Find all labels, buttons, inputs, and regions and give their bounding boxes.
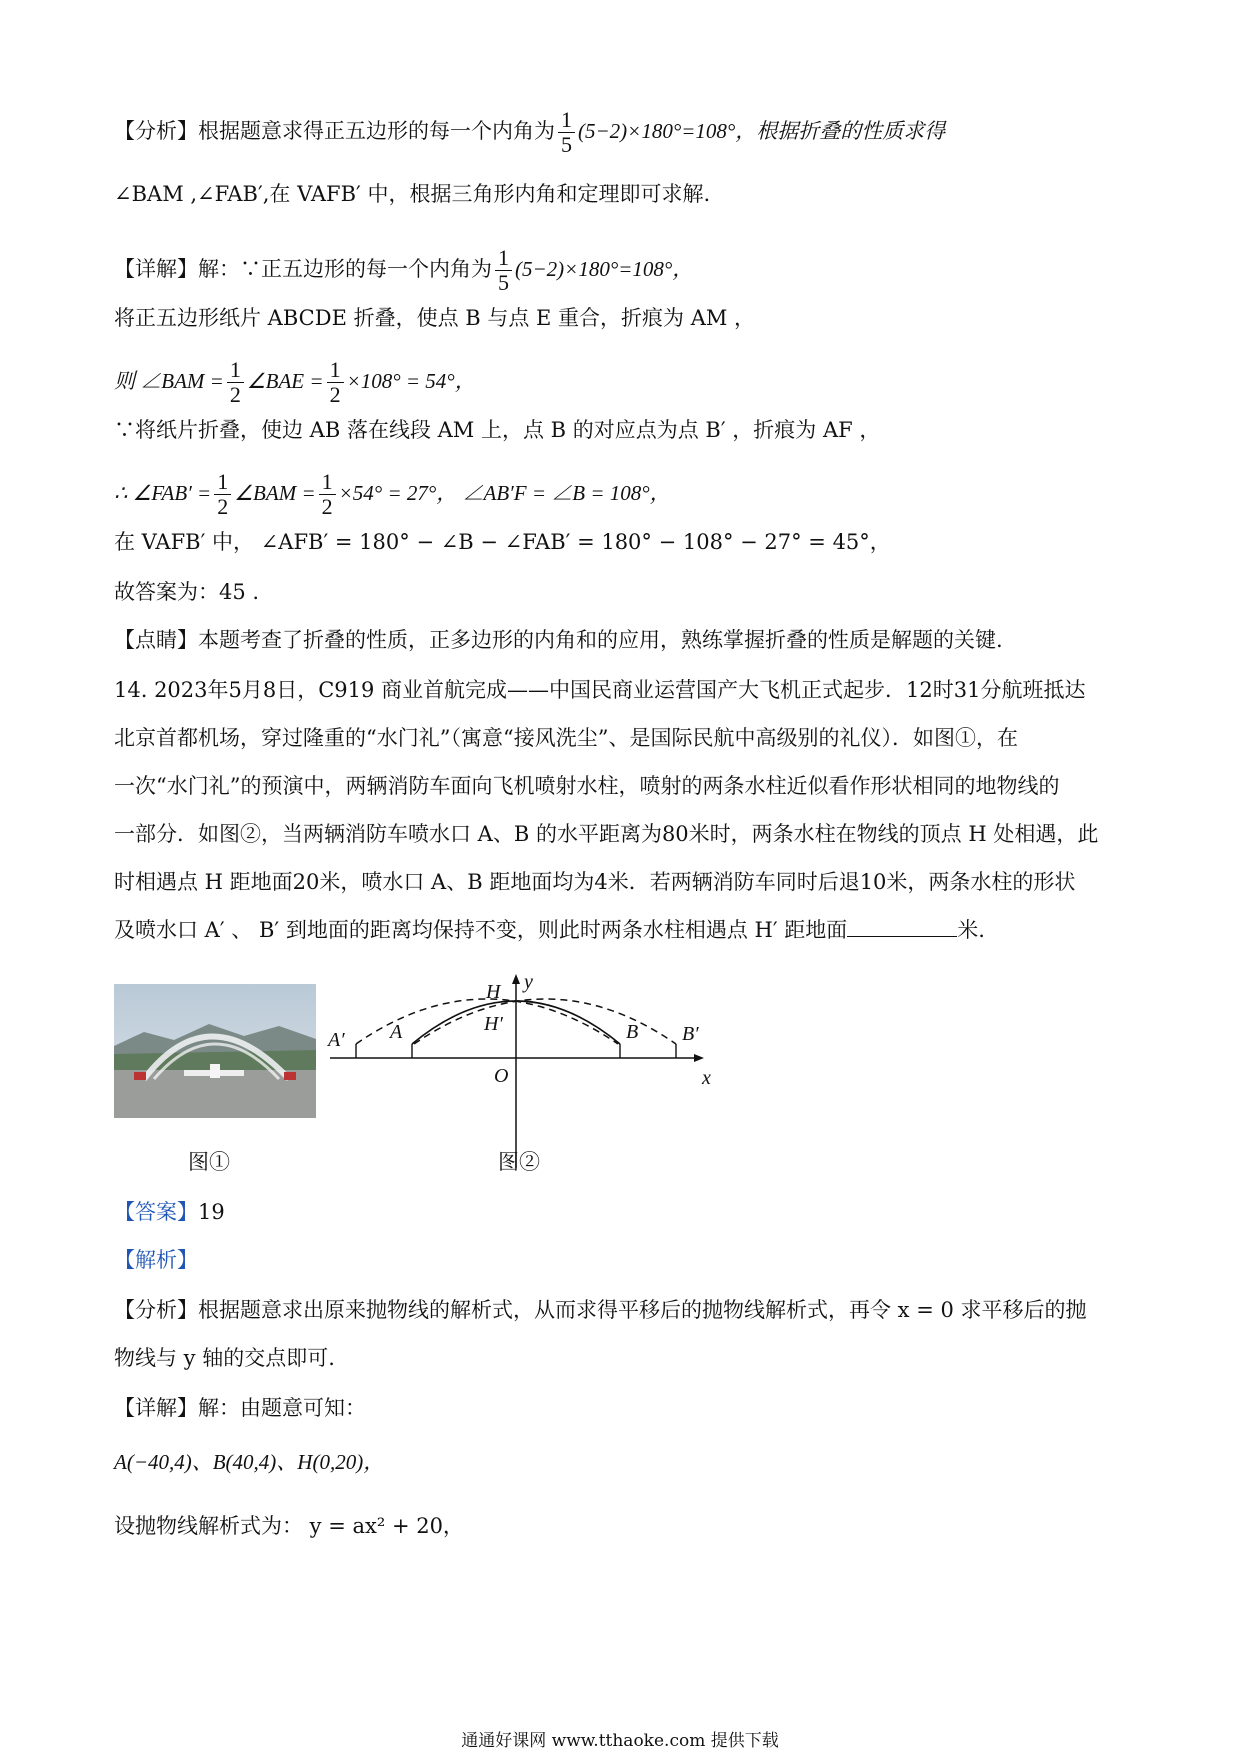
analysis-2-line-1: 【分析】根据题意求出原来抛物线的解析式，从而求得平移后的抛物线解析式，再令 x = 0 求平移后的抛 — [114, 1298, 1087, 1322]
label-h: H — [486, 981, 501, 1003]
label-a: A — [390, 1021, 403, 1043]
water-salute-photo — [114, 984, 316, 1118]
solution-line — [114, 1246, 198, 1274]
fraction-one-fifth: $\frac{1}{5}$ — [495, 246, 512, 295]
label-h-prime: H′ — [484, 1013, 503, 1035]
answer-tag: 【答案】 — [114, 1200, 198, 1224]
detail-line-5: ∴ ∠FAB′ = $\frac{1}{2}$ ∠BAM = $\frac{1}{2}$ ×54° = 27°， ∠AB′F = ∠B = 108°， — [114, 469, 671, 519]
question-14-line-5: 时相遇点 H 距地面20米，喷水口 A、B 距地面均为4米．若两辆消防车同时后退10米，两条水柱的形状 — [114, 870, 1076, 894]
fraction-half: $\frac{1}{2}$ — [327, 358, 344, 407]
analysis-line-1: 【分析】根据题意求得正五边形的每一个内角为 $\frac{1}{5}$ (5−2)×180°=108°，根据折叠的性质求得 — [114, 107, 946, 157]
answer-blank — [847, 916, 957, 937]
comment-line: 【点睛】本题考查了折叠的性质，正多边形的内角和的应用，熟练掌握折叠的性质是解题的关键. — [114, 628, 1003, 652]
detail-line-6: 在 VAFB′ 中， ∠AFB′ = 180° − ∠B − ∠FAB′ = 180° − 108° − 27° = 45°， — [114, 530, 891, 554]
detail-2-line-2: A(−40,4)、B(40,4)、H(0,20)， — [114, 1450, 385, 1474]
question-14-line-4: 一部分．如图②，当两辆消防车喷水口 A、B 的水平距离为80米时，两条水柱在物线的顶点 H 处相遇，此 — [114, 822, 1099, 846]
analysis-2-tag: 【分析】 — [114, 1298, 198, 1322]
question-14-line-2: 北京首都机场，穿过隆重的“水门礼”（寓意“接风洗尘”、是国际民航中高级别的礼仪）．如图①，在 — [114, 726, 1018, 750]
solution-tag: 【解析】 — [114, 1248, 198, 1272]
detail-line-3: 则 ∠BAM = $\frac{1}{2}$ ∠BAE = $\frac{1}{2}$ ×108° = 54°， — [114, 357, 476, 407]
detail-line-7: 故答案为：45 . — [114, 580, 260, 604]
detail-tag: 【详解】 — [114, 257, 198, 281]
detail-2-line-3: 设抛物线解析式为： y = ax² + 20， — [114, 1514, 464, 1538]
analysis-2-line-2: 物线与 y 轴的交点即可. — [114, 1346, 335, 1370]
analysis-line-2: ∠BAM ,∠FAB′,在 VAFB′ 中，根据三角形内角和定理即可求解. — [114, 182, 711, 206]
detail-line-1: 【详解】解：∵正五边形的每一个内角为 $\frac{1}{5}$ (5−2)×180°=108°， — [114, 245, 694, 295]
y-axis-arrow — [512, 974, 520, 984]
figure-2-caption: 图② — [498, 1150, 540, 1174]
fraction-half: $\frac{1}{2}$ — [214, 470, 231, 519]
fraction-one-fifth: $\frac{1}{5}$ — [558, 108, 575, 157]
question-14-line-1: 14. 2023年5月8日，C919 商业首航完成——中国民商业运营国产大飞机正式起步．12时31分航班抵达 — [114, 678, 1086, 702]
label-y: y — [524, 971, 533, 993]
comment-tag: 【点睛】 — [114, 628, 198, 652]
label-x: x — [702, 1067, 711, 1089]
detail-2-tag: 【详解】 — [114, 1396, 198, 1420]
detail-2-line-1: 【详解】解：由题意可知： — [114, 1396, 366, 1420]
analysis-tag: 【分析】 — [114, 119, 198, 143]
x-axis-arrow — [694, 1054, 704, 1062]
question-14-line-6: 及喷水口 A′ 、 B′ 到地面的距离均保持不变，则此时两条水柱相遇点 H′ 距地面 米. — [114, 918, 985, 942]
answer-value: 19 — [198, 1200, 225, 1224]
answer-line — [114, 1198, 225, 1226]
detail-line-4: ∵将纸片折叠，使边 AB 落在线段 AM 上，点 B 的对应点为点 B′ ，折痕为 AF ， — [114, 418, 881, 442]
fraction-half: $\frac{1}{2}$ — [319, 470, 336, 519]
figure-1-caption: 图① — [188, 1150, 230, 1174]
label-a-prime: A′ — [328, 1029, 345, 1051]
label-b-prime: B′ — [682, 1023, 699, 1045]
question-14-line-3: 一次“水门礼”的预演中，两辆消防车面向飞机喷射水柱，喷射的两条水柱近似看作形状相同的地物线的 — [114, 774, 1060, 798]
photo-illustration — [114, 984, 316, 1118]
label-b: B — [626, 1021, 639, 1043]
page-footer: 通通好课网 www.tthaoke.com 提供下载 — [461, 1731, 779, 1751]
label-o: O — [494, 1065, 509, 1087]
fraction-half: $\frac{1}{2}$ — [227, 358, 244, 407]
detail-line-2: 将正五边形纸片 ABCDE 折叠，使点 B 与点 E 重合，折痕为 AM ， — [114, 306, 756, 330]
